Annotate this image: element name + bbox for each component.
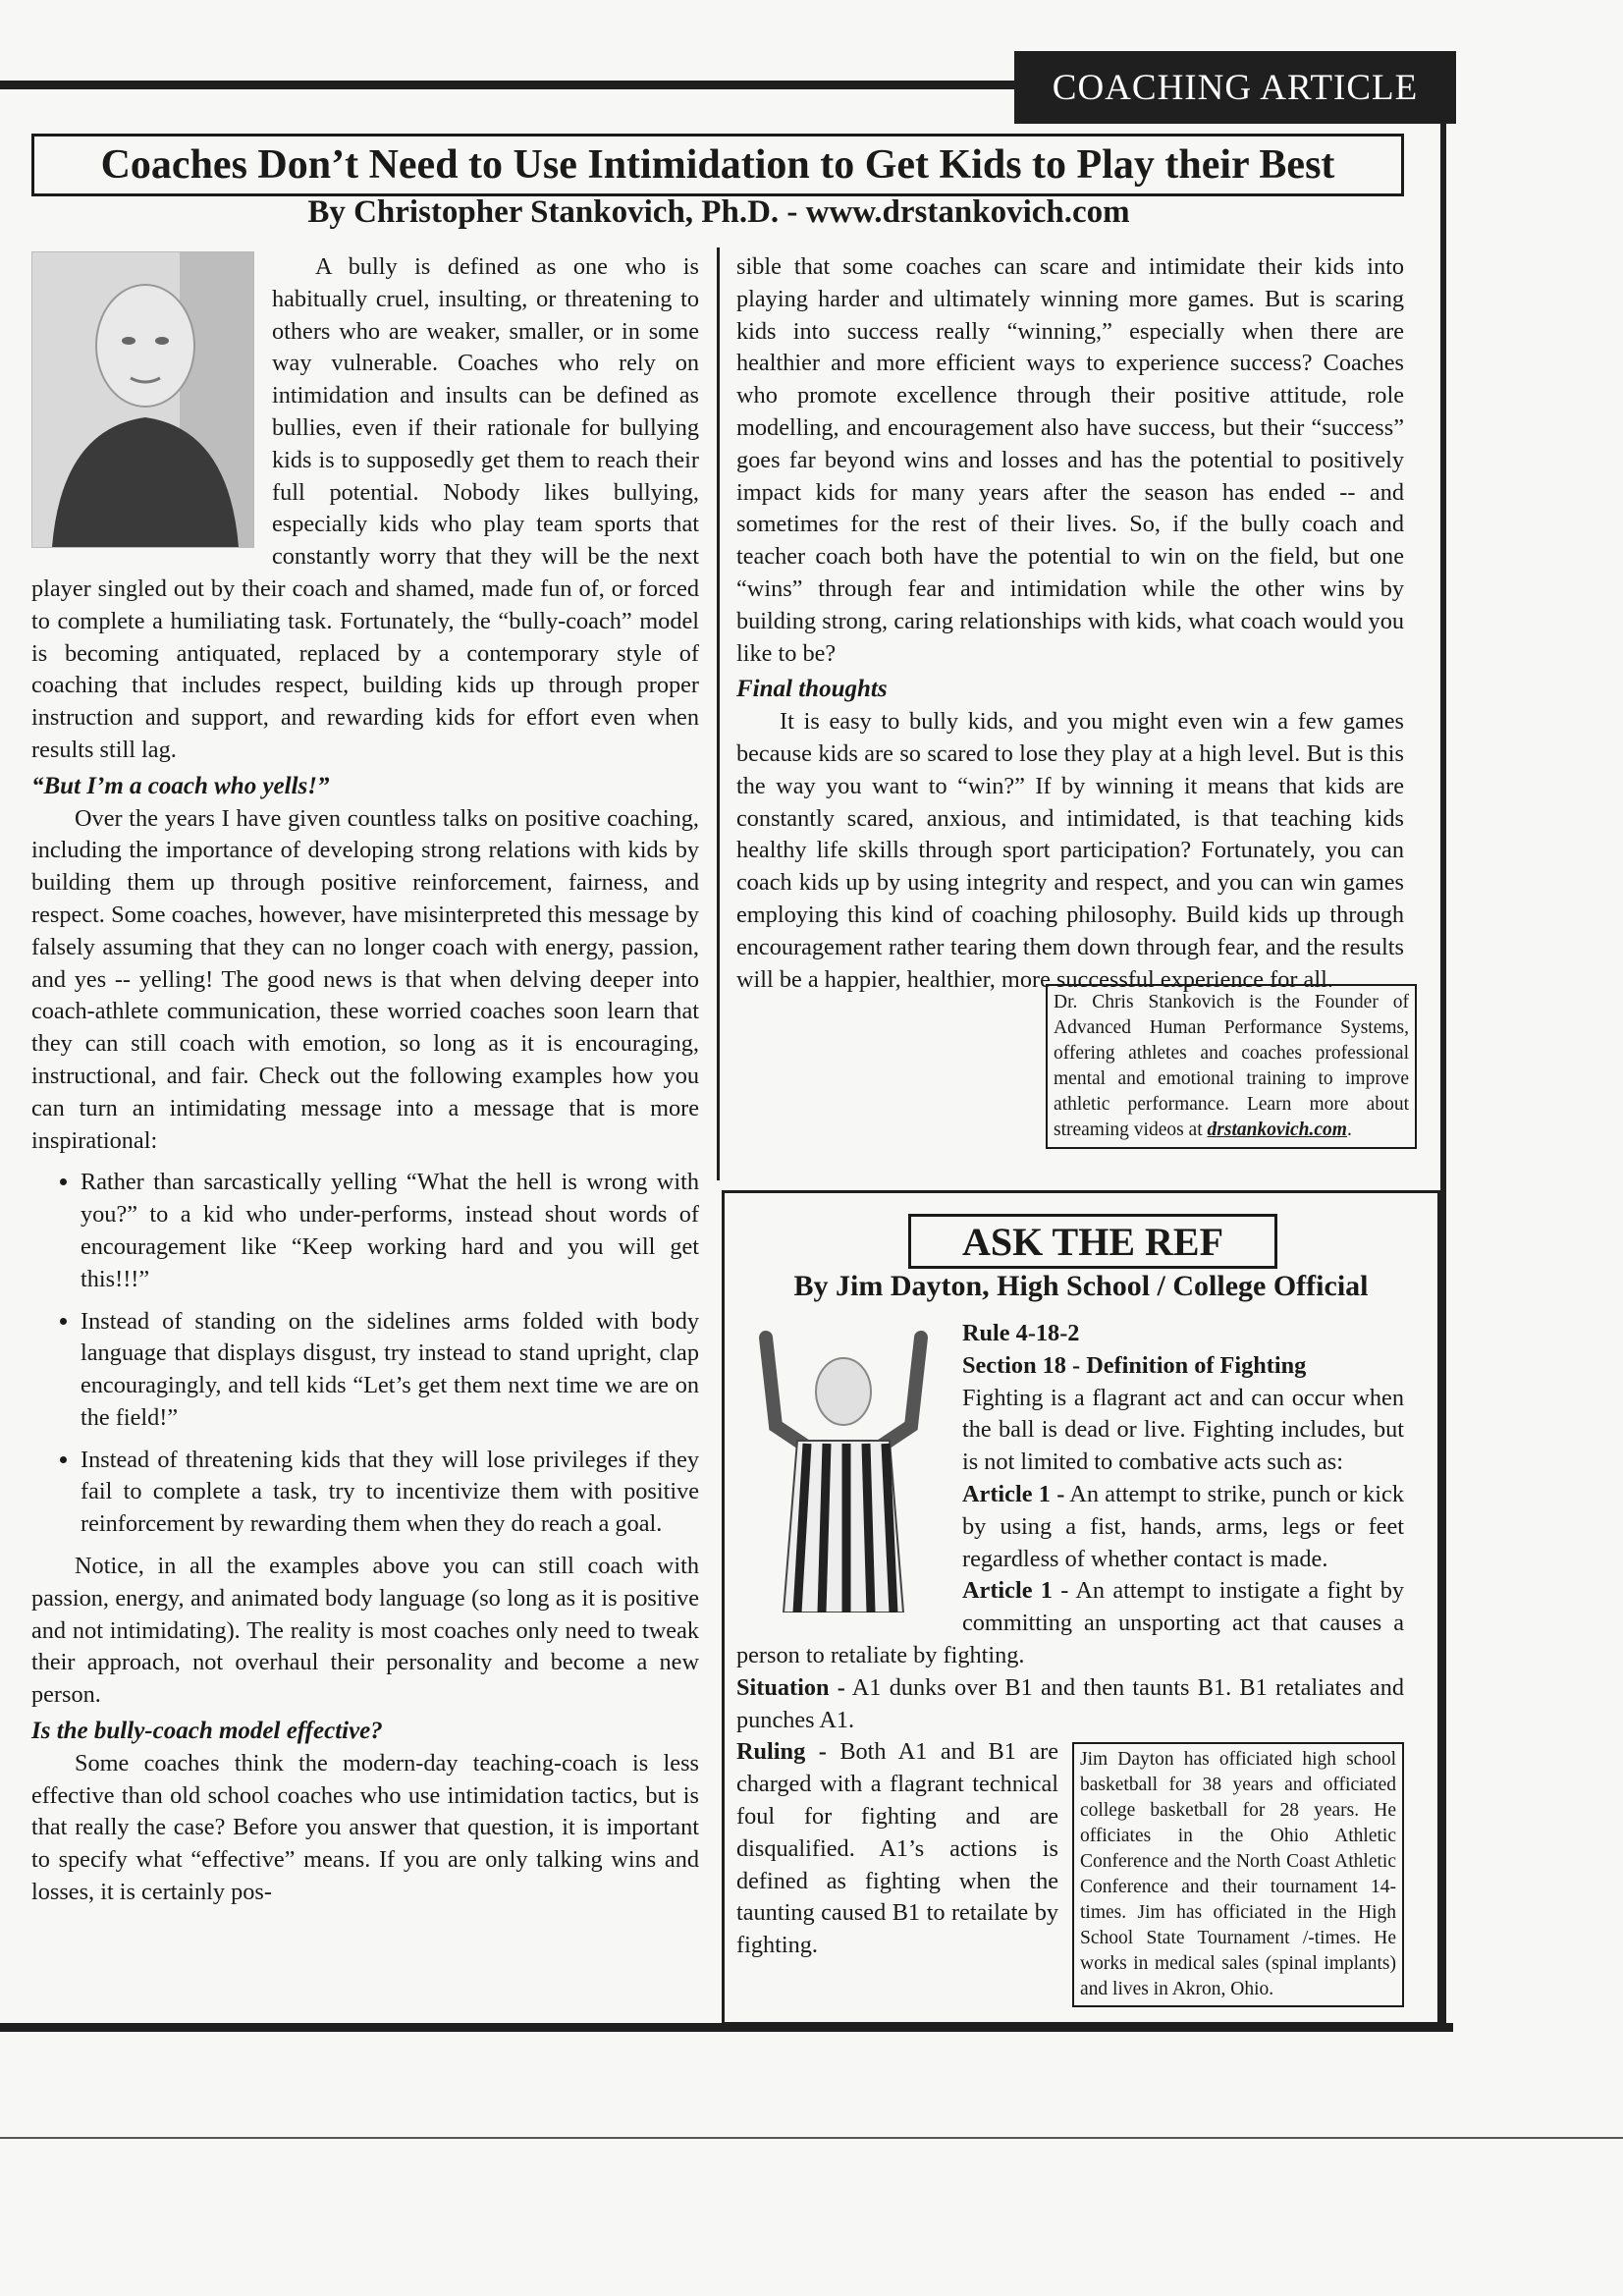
- author-bio-end: .: [1346, 1120, 1352, 1140]
- ref-content: [736, 1318, 1404, 2007]
- ref-bio-box: [1072, 1742, 1404, 2007]
- situation-text: A1 dunks over B1 and then taunts B1. B1 retaliates and punches A1.: [736, 1673, 1404, 1733]
- section-tag: COACHING ARTICLE: [1014, 51, 1456, 124]
- article-title: Coaches Don’t Need to Use Intimidation to Get Kids to Play their Best: [31, 134, 1404, 196]
- ruling-text: Both A1 and B1 are charged with a flagrant technical foul for fighting and are disqualified. A1’s actions is defined as fighting when the taunting caused B1 to retailate by fighting.: [736, 1738, 1058, 1959]
- ref-title: ASK THE REF: [908, 1214, 1277, 1269]
- article-2-text: - An attempt to instigate a fight by committing an unsporting act that causes a person to retaliate by fighting.: [736, 1577, 1405, 1668]
- author-photo: [31, 251, 254, 548]
- article-1-label: Article 1 -: [962, 1480, 1065, 1507]
- right-column: [736, 251, 1404, 996]
- article-paragraph: It is easy to bully kids, and you might even win a few games because kids are so scared to lose they play at a high level. But is this the way you want to “win?” If by winning it means that kids are constantly scared, anxious, and intimidated, is that teaching kids healthy life skills through sport participation? Fortunately, you can coach kids up by using integrity and respect, and you can win games employing this kind of coaching philosophy. Build kids up through encouragement rather tearing them down through fear, and the results will be a happier, healthier, more successful experience for all.: [736, 708, 1404, 993]
- page-bottom-line: [0, 2137, 1623, 2139]
- rule-number: Rule 4-18-2: [962, 1320, 1080, 1346]
- examples-list: [31, 1167, 699, 1541]
- referee-photo: [736, 1318, 950, 1613]
- subheading-final-thoughts: Final thoughts: [736, 676, 888, 703]
- article-byline: By Christopher Stankovich, Ph.D. - www.drstankovich.com: [307, 194, 1130, 230]
- ruling-label: Ruling -: [736, 1738, 827, 1766]
- article-2-label: Article 1: [962, 1577, 1053, 1605]
- ref-byline: By Jim Dayton, High School / College Official: [793, 1270, 1369, 1302]
- article-paragraph: Some coaches think the modern-day teaching-coach is less effective than old school coaches who use intimidation tactics, but is that really the case? Before you answer that question, it is important to specify what “effective” means. If you are only talking wins and losses, it is certainly pos-: [31, 1749, 699, 1906]
- left-column: [31, 251, 699, 1909]
- list-item: • Instead of standing on the sidelines arms folded with body language that displays disgust, try instead to stand upright, clap encouragingly, and tell kids “Let’s get them next time we are on the field!”: [81, 1306, 699, 1435]
- article-1-text: An attempt to strike, punch or kick by using a fist, hands, arms, legs or feet regardless of whether contact is made.: [962, 1480, 1404, 1572]
- subheading-effective: Is the bully-coach model effective?: [31, 1718, 383, 1745]
- ref-bio-text: Jim Dayton has officiated high school basketball for 38 years and officiated college basketball for 28 years. He officiates in the Ohio Athletic Conference and the North Coast Athletic Conference and their tournament 14-times. Jim has officiated in the High School State Tournament /-times. He works in medical sales (spinal implants) and lives in Akron, Ohio.: [1080, 1749, 1396, 2000]
- article-paragraph: sible that some coaches can scare and intimidate their kids into playing harder and ultimately winning more games. But is scaring kids into success really “winning,” especially when there are healthier and more efficient ways to experience success? Coaches who promote excellence through their positive attitude, role modelling, and encouragement also have success, but their “success” goes far beyond wins and losses and has the potential to positively impact kids for many years after the season has ended -- and sometimes for the rest of their lives. So, if the bully coach and teacher coach both have the potential to win on the field, but one “wins” through fear and intimidation while the other wins by building strong, caring relationships with kids, what coach would you like to be?: [736, 253, 1404, 667]
- author-bio-text: Dr. Chris Stankovich is the Founder of Advanced Human Performance Systems, offering athletes and coaches professional mental and emotional training to improve athletic performance. Learn more about streaming videos at: [1054, 992, 1409, 1140]
- author-bio-box: [1046, 984, 1417, 1149]
- list-item: • Rather than sarcastically yelling “What the hell is wrong with you?” to a kid who under-performs, instead shout words of encouragement like “Keep working hard and you will get this!!!”: [81, 1167, 699, 1295]
- article-paragraph: Over the years I have given countless talks on positive coaching, including the importance of developing strong relations with kids by building them up through positive reinforcement, fairness, and respect. Some coaches, however, have misinterpreted this message by falsely assuming that they can no longer coach with energy, passion, and yes -- yelling! The good news is that when delving deeper into coach-athlete communication, these worried coaches soon learn that they can still coach with emotion, so long as it is encouraging, instructional, and fair. Check out the following examples how you can turn an intimidating message into a message that is more inspirational:: [31, 804, 699, 1154]
- column-divider: [717, 247, 720, 1180]
- author-website-link[interactable]: drstankovich.com: [1207, 1120, 1347, 1140]
- subheading-yells: “But I’m a coach who yells!”: [31, 772, 330, 799]
- article-paragraph: A bully is defined as one who is habitually cruel, insulting, or threatening to others who are weaker, smaller, or in some way vulnerable. Coaches who rely on intimidation and insults can be defined as bullies, even if their rationale for bullying kids is to supposedly get them to reach their full potential. Nobody likes bullying, especially kids who play team sports that constantly worry that they will be the next player singled out by their coach and shamed, made fun of, or forced to complete a humiliating task. Fortunately, the “bully-coach” model is becoming antiquated, replaced by a contemporary style of coaching that includes respect, building kids up through proper instruction and support, and rewarding kids for effort even when results still lag.: [31, 253, 699, 763]
- list-item: • Instead of threatening kids that they will lose privileges if they fail to complete a task, try to incentivize them with positive reinforcement by rewarding them when they do reach a goal.: [81, 1445, 699, 1541]
- situation-label: Situation -: [736, 1673, 845, 1701]
- rule-intro: Fighting is a flagrant act and can occur when the ball is dead or live. Fighting includes, but is not limited to combative acts such as:: [962, 1384, 1404, 1476]
- article-paragraph: Notice, in all the examples above you can still coach with passion, energy, and animated body language (so long as it is positive and not intimidating). The reality is most coaches only need to tweak their approach, not overhaul their personality and become a new person.: [31, 1553, 699, 1709]
- rule-section: Section 18 - Definition of Fighting: [962, 1351, 1307, 1379]
